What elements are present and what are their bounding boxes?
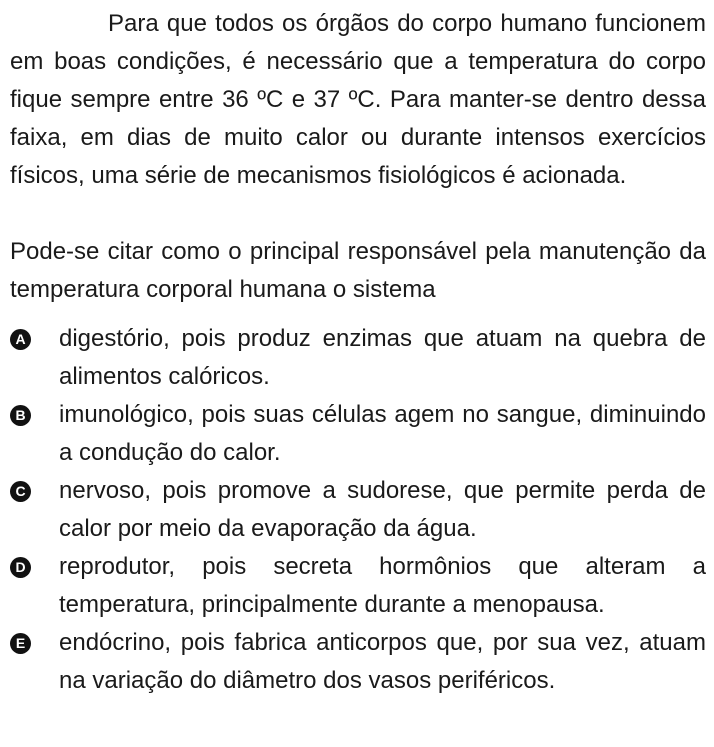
question-prompt-paragraph: Pode-se citar como o principal responsável pela manutenção da temperatura corporal humana o sistema — [10, 238, 706, 303]
option-text: nervoso, pois promove a sudorese, que permite perda de calor por meio da evaporação da água. — [59, 477, 706, 542]
answer-option-d[interactable] — [10, 548, 706, 624]
option-text: reprodutor, pois secreta hormônios que alteram a temperatura, principalmente durante a menopausa. — [59, 553, 706, 618]
answer-option-c[interactable] — [10, 472, 706, 548]
answer-option-b[interactable] — [10, 396, 706, 472]
paragraph-spacer — [10, 195, 706, 233]
option-letter-badge-icon: D — [10, 557, 31, 578]
option-letter-badge-icon: B — [10, 405, 31, 426]
option-text: endócrino, pois fabrica anticorpos que, por sua vez, atuam na variação do diâmetro dos vasos periféricos. — [59, 629, 706, 694]
option-text: digestório, pois produz enzimas que atuam na quebra de alimentos calóricos. — [59, 325, 706, 390]
question-document — [10, 5, 706, 700]
option-letter-badge-icon: A — [10, 329, 31, 350]
option-text: imunológico, pois suas células agem no sangue, diminuindo a condução do calor. — [59, 401, 706, 466]
answer-option-e[interactable] — [10, 624, 706, 700]
question-intro-paragraph: Para que todos os órgãos do corpo humano funcionem em boas condições, é necessário que a temperatura do corpo fique sempre entre 36 ºC e 37 ºC. Para manter-se dentro dessa faixa, em dias de muito calor ou durante intensos exercícios físicos, uma série de mecanismos fisiológicos é acionada. — [10, 10, 706, 189]
option-letter-badge-icon: E — [10, 633, 31, 654]
answer-options-list — [10, 320, 706, 700]
answer-option-a[interactable] — [10, 320, 706, 396]
option-letter-badge-icon: C — [10, 481, 31, 502]
